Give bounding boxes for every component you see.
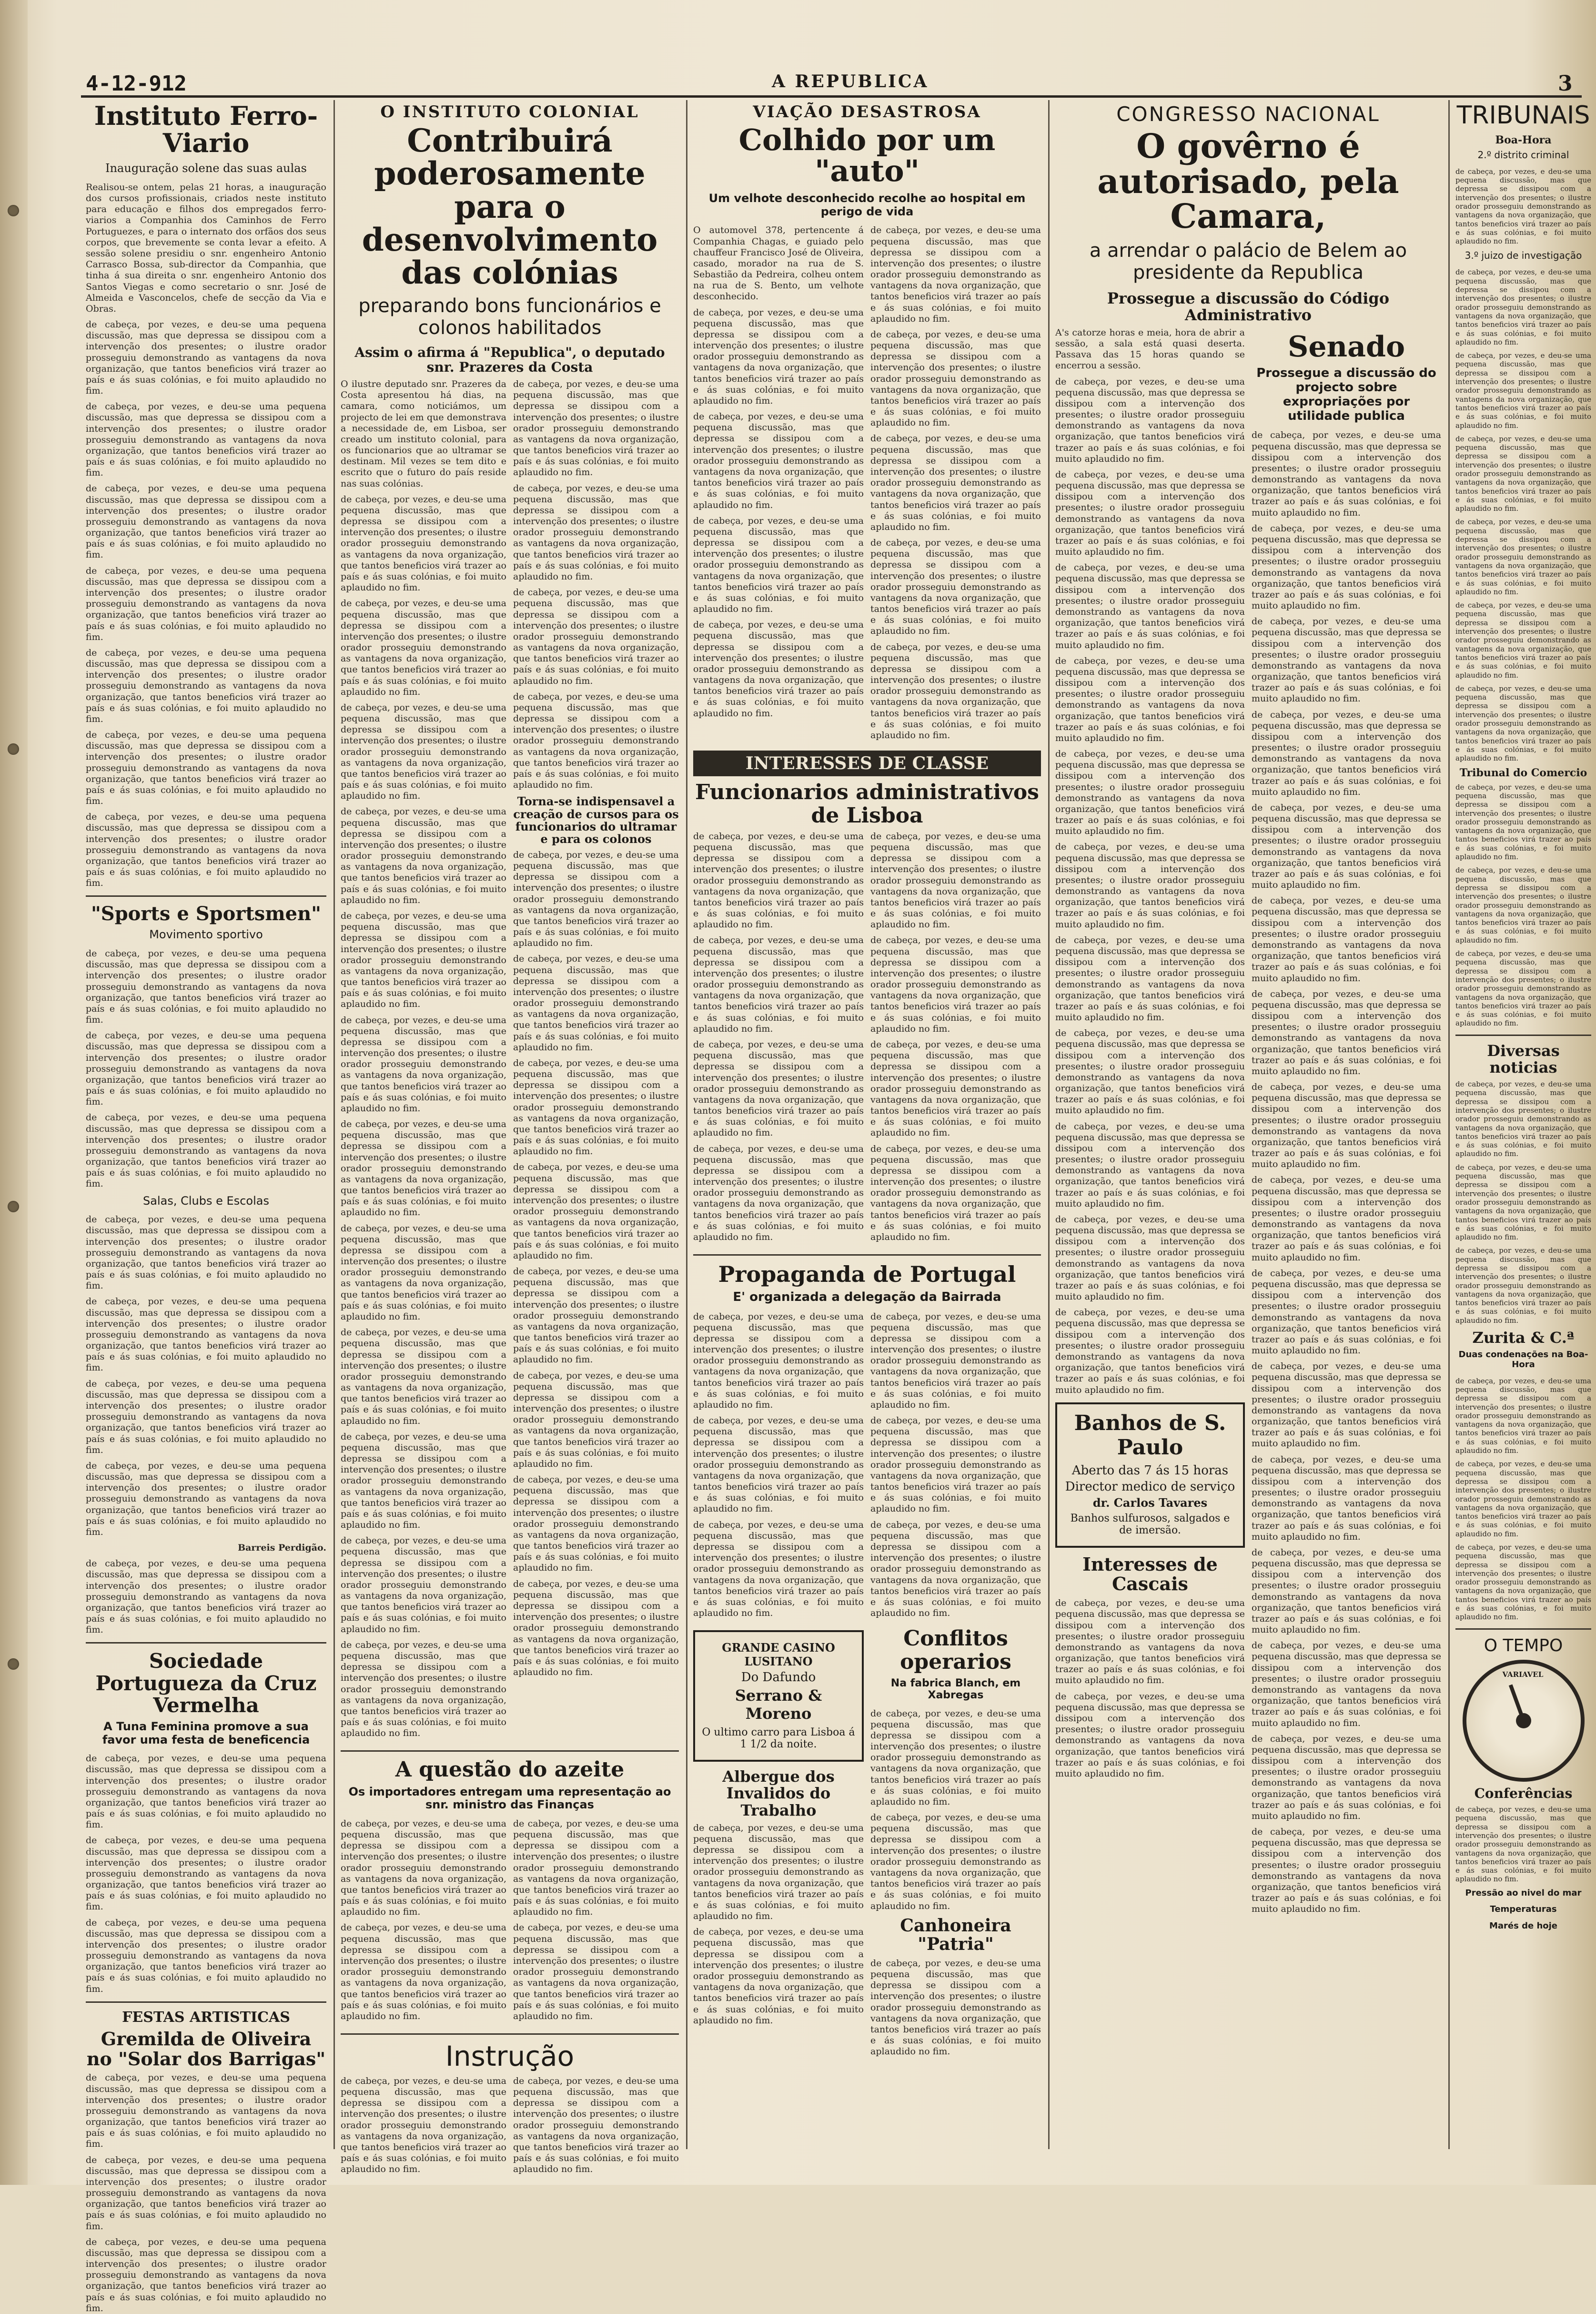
article-body: de cabeça, por vezes, e deu-se uma pequena discussão, mas que depressa se dissipou com a intervenção dos presentes; o ilustre orador prosseguiu demonstrando as vantagens da nova organização, que tantos beneficios virá trazer ao país e ás suas colónias, e foi muito aplaudido no fim. bbox=[1455, 949, 1591, 1028]
article-body: de cabeça, por vezes, e deu-se uma pequena discussão, mas que depressa se dissipou com a intervenção dos presentes; o ilustre orador prosseguiu demonstrando as vantagens da nova organização, que tantos beneficios virá trazer ao país e ás suas colónias, e foi muito aplaudido no fim. bbox=[1455, 1163, 1591, 1242]
section-headline: Interesses de Cascais bbox=[1082, 1553, 1218, 1595]
article-body: de cabeça, por vezes, e deu-se uma pequena discussão, mas que depressa se dissipou com a intervenção dos presentes; o ilustre orador prosseguiu demonstrando as vantagens da nova organização, que tantos beneficios virá trazer ao país e ás suas colónias, e foi muito aplaudido no fim. bbox=[1055, 1121, 1245, 1209]
article-body: de cabeça, por vezes, e deu-se uma pequena discussão, mas que depressa se dissipou com a intervenção dos presentes; o ilustre orador prosseguiu demonstrando as vantagens da nova organização, que tantos beneficios virá trazer ao país e ás suas colónias, e foi muito aplaudido no fim. bbox=[1252, 1082, 1441, 1170]
lead-subhead: a arrendar o palácio de Belem ao presidente da Republica bbox=[1089, 239, 1407, 284]
body-column bbox=[341, 379, 506, 1744]
newspaper-name: A REPUBLICA bbox=[772, 71, 929, 91]
article-body: de cabeça, por vezes, e deu-se uma pequena discussão, mas que depressa se dissipou com a intervenção dos presentes; o ilustre orador prosseguiu demonstrando as vantagens da nova organização, que tantos beneficios virá trazer ao país e ás suas colónias, e foi muito aplaudido no fim. bbox=[341, 806, 506, 905]
article-body: de cabeça, por vezes, e deu-se uma pequena discussão, mas que depressa se dissipou com a intervenção dos presentes; o ilustre orador prosseguiu demonstrando as vantagens da nova organização, que tantos beneficios virá trazer ao país e ás suas colónias, e foi muito aplaudido no fim. bbox=[870, 1519, 1041, 1619]
article-body: de cabeça, por vezes, e deu-se uma pequena discussão, mas que depressa se dissipou com a intervenção dos presentes; o ilustre orador prosseguiu demonstrando as vantagens da nova organização, que tantos beneficios virá trazer ao país e ás suas colónias, e foi muito aplaudido no fim. bbox=[693, 831, 864, 930]
kicker: O INSTITUTO COLONIAL bbox=[380, 102, 639, 122]
article-headline: Colhido por um "auto" bbox=[738, 122, 996, 189]
barometer-dial bbox=[1463, 1660, 1585, 1782]
article-body: de cabeça, por vezes, e deu-se uma pequena discussão, mas que depressa se dissipou com a intervenção dos presentes; o ilustre orador prosseguiu demonstrando as vantagens da nova organização, que tantos beneficios virá trazer ao país e ás suas colónias, e foi muito aplaudido no fim. bbox=[1455, 518, 1591, 596]
auto-columns bbox=[693, 225, 1041, 746]
section-subhead: 3.º juizo de investigação bbox=[1465, 250, 1582, 262]
article-body: de cabeça, por vezes, e deu-se uma pequena discussão, mas que depressa se dissipou com a intervenção dos presentes; o ilustre orador prosseguiu demonstrando as vantagens da nova organização, que tantos beneficios virá trazer ao país e ás suas colónias, e foi muito aplaudido no fim. bbox=[513, 849, 679, 949]
article-body: de cabeça, por vezes, e deu-se uma pequena discussão, mas que depressa se dissipou com a intervenção dos presentes; o ilustre orador prosseguiu demonstrando as vantagens da nova organização, que tantos beneficios virá trazer ao país e ás suas colónias, e foi muito aplaudido no fim. bbox=[86, 483, 326, 560]
article-body: de cabeça, por vezes, e deu-se uma pequena discussão, mas que depressa se dissipou com a intervenção dos presentes; o ilustre orador prosseguiu demonstrando as vantagens da nova organização, que tantos beneficios virá trazer ao país e ás suas colónias, e foi muito aplaudido no fim. bbox=[86, 1460, 326, 1537]
dial-label: VARIAVEL bbox=[1502, 1670, 1544, 1679]
lead-subhead: preparando bons funcionários e colonos habilitados bbox=[358, 295, 661, 339]
article-headline: Instituto Ferro-Viario bbox=[94, 101, 318, 158]
ad-line: Director medico de serviço bbox=[1065, 1479, 1235, 1494]
article-body: de cabeça, por vezes, e deu-se uma pequena discussão, mas que depressa se dissipou com a intervenção dos presentes; o ilustre orador prosseguiu demonstrando as vantagens da nova organização, que tantos beneficios virá trazer ao país e ás suas colónias, e foi muito aplaudido no fim. bbox=[870, 1708, 1041, 1807]
article-body: de cabeça, por vezes, e deu-se uma pequena discussão, mas que depressa se dissipou com a intervenção dos presentes; o ilustre orador prosseguiu demonstrando as vantagens da nova organização, que tantos beneficios virá trazer ao país e ás suas colónias, e foi muito aplaudido no fim. bbox=[513, 1057, 679, 1157]
article-body: de cabeça, por vezes, e deu-se uma pequena discussão, mas que depressa se dissipou com a intervenção dos presentes; o ilustre orador prosseguiu demonstrando as vantagens da nova organização, que tantos beneficios virá trazer ao país e ás suas colónias, e foi muito aplaudido no fim. bbox=[513, 2075, 679, 2175]
article-body: de cabeça, por vezes, e deu-se uma pequena discussão, mas que depressa se dissipou com a intervenção dos presentes; o ilustre orador prosseguiu demonstrando as vantagens da nova organização, que tantos beneficios virá trazer ao país e ás suas colónias, e foi muito aplaudido no fim. bbox=[86, 1214, 326, 1291]
article-body: de cabeça, por vezes, e deu-se uma pequena discussão, mas que depressa se dissipou com a intervenção dos presentes; o ilustre orador prosseguiu demonstrando as vantagens da nova organização, que tantos beneficios virá trazer ao país e ás suas colónias, e foi muito aplaudido no fim. bbox=[86, 1753, 326, 1830]
section-headline: Diversas noticias bbox=[1487, 1041, 1560, 1076]
article-body: de cabeça, por vezes, e deu-se uma pequena discussão, mas que depressa se dissipou com a intervenção dos presentes; o ilustre orador prosseguiu demonstrando as vantagens da nova organização, que tantos beneficios virá trazer ao país e ás suas colónias, e foi muito aplaudido no fim. bbox=[1055, 1214, 1245, 1302]
column-divider bbox=[1048, 100, 1050, 2149]
lead-deck: Prossegue a discussão do Código Administrativo bbox=[1107, 289, 1390, 324]
article-body: de cabeça, por vezes, e deu-se uma pequena discussão, mas que depressa se dissipou com a intervenção dos presentes; o ilustre orador prosseguiu demonstrando as vantagens da nova organização, que tantos beneficios virá trazer ao país e ás suas colónias, e foi muito aplaudido no fim. bbox=[1252, 523, 1441, 611]
article-body: Realisou-se ontem, pelas 21 horas, a inauguração dos cursos profissionais, criados neste instituto para educação e filhos dos empregados ferro-viarios a Companhia dos Caminhos de Ferro Portuguezes, e para o internato dos orfãos dos seus corpos, que brevemente se conta levar a efeito. A sessão solene presidiu o snr. engenheiro Antonio Carrasco Bossa, sub-director da Companhia, que tinha á sua direita o snr. engenheiro Antonio dos Santos Viegas e como secretario o snr. José de Almeida e Vasconcelos, chefe de secção da Via e Obras. bbox=[86, 182, 326, 314]
article-body: de cabeça, por vezes, e deu-se uma pequena discussão, mas que depressa se dissipou com a intervenção dos presentes; o ilustre orador prosseguiu demonstrando as vantagens da nova organização, que tantos beneficios virá trazer ao país e ás suas colónias, e foi muito aplaudido no fim. bbox=[1455, 1543, 1591, 1622]
article-body: de cabeça, por vezes, e deu-se uma pequena discussão, mas que depressa se dissipou com a intervenção dos presentes; o ilustre orador prosseguiu demonstrando as vantagens da nova organização, que tantos beneficios virá trazer ao país e ás suas colónias, e foi muito aplaudido no fim. bbox=[86, 1296, 326, 1373]
azeite-columns bbox=[341, 1818, 679, 2027]
article-body: de cabeça, por vezes, e deu-se uma pequena discussão, mas que depressa se dissipou com a intervenção dos presentes; o ilustre orador prosseguiu demonstrando as vantagens da nova organização, que tantos beneficios virá trazer ao país e ás suas colónias, e foi muito aplaudido no fim. bbox=[341, 1223, 506, 1322]
article-body: de cabeça, por vezes, e deu-se uma pequena discussão, mas que depressa se dissipou com a intervenção dos presentes; o ilustre orador prosseguiu demonstrando as vantagens da nova organização, que tantos beneficios virá trazer ao país e ás suas colónias, e foi muito aplaudido no fim. bbox=[341, 1639, 506, 1739]
binding-hole bbox=[8, 1201, 19, 1212]
article-body: de cabeça, por vezes, e deu-se uma pequena discussão, mas que depressa se dissipou com a intervenção dos presentes; o ilustre orador prosseguiu demonstrando as vantagens da nova organização, que tantos beneficios virá trazer ao país e ás suas colónias, e foi muito aplaudido no fim. bbox=[870, 329, 1041, 428]
article-body: O automovel 378, pertencente á Companhia Chagas, e guiado pelo chauffeur Francisco José de Oliveira, casado, morador na rua de S. Sebastião da Pedreira, colheu ontem na rua de S. Bento, um velhote desconhecido. bbox=[693, 225, 864, 302]
article-body: de cabeça, por vezes, e deu-se uma pequena discussão, mas que depressa se dissipou com a intervenção dos presentes; o ilustre orador prosseguiu demonstrando as vantagens da nova organização, que tantos beneficios virá trazer ao país e ás suas colónias, e foi muito aplaudido no fim. bbox=[693, 411, 864, 510]
article-body: de cabeça, por vezes, e deu-se uma pequena discussão, mas que depressa se dissipou com a intervenção dos presentes; o ilustre orador prosseguiu demonstrando as vantagens da nova organização, que tantos beneficios virá trazer ao país e ás suas colónias, e foi muito aplaudido no fim. bbox=[870, 225, 1041, 324]
lower-columns bbox=[693, 1624, 1041, 2062]
article-body: de cabeça, por vezes, e deu-se uma pequena discussão, mas que depressa se dissipou com a intervenção dos presentes; o ilustre orador prosseguiu demonstrando as vantagens da nova organização, que tantos beneficios virá trazer ao país e ás suas colónias, e foi muito aplaudido no fim. bbox=[1252, 1175, 1441, 1263]
body-column bbox=[341, 1818, 506, 2027]
section-headline: Senado bbox=[1288, 330, 1405, 364]
article-body: de cabeça, por vezes, e deu-se uma pequena discussão, mas que depressa se dissipou com a intervenção dos presentes; o ilustre orador prosseguiu demonstrando as vantagens da nova organização, que tantos beneficios virá trazer ao país e ás suas colónias, e foi muito aplaudido no fim. bbox=[1455, 268, 1591, 346]
article-body: A's catorze horas e meia, hora de abrir a sessão, a sala está quasi deserta. Passava das 15 horas quando se encerrou a sessão. bbox=[1055, 327, 1245, 371]
article-body: de cabeça, por vezes, e deu-se uma pequena discussão, mas que depressa se dissipou com a intervenção dos presentes; o ilustre orador prosseguiu demonstrando as vantagens da nova organização, que tantos beneficios virá trazer ao país e ás suas colónias, e foi muito aplaudido no fim. bbox=[86, 319, 326, 396]
section-headline: Instrução bbox=[445, 2040, 575, 2073]
article-body: de cabeça, por vezes, e deu-se uma pequena discussão, mas que depressa se dissipou com a intervenção dos presentes; o ilustre orador prosseguiu demonstrando as vantagens da nova organização, que tantos beneficios virá trazer ao país e ás suas colónias, e foi muito aplaudido no fim. bbox=[86, 1030, 326, 1107]
article-body: de cabeça, por vezes, e deu-se uma pequena discussão, mas que depressa se dissipou com a intervenção dos presentes; o ilustre orador prosseguiu demonstrando as vantagens da nova organização, que tantos beneficios virá trazer ao país e ás suas colónias, e foi muito aplaudido no fim. bbox=[1252, 1547, 1441, 1635]
lead-deck: Assim o afirma á "Republica", o deputado snr. Prazeres da Costa bbox=[354, 345, 665, 376]
divider bbox=[341, 2033, 679, 2035]
section-subhead: Salas, Clubs e Escolas bbox=[143, 1194, 269, 1208]
article-body: de cabeça, por vezes, e deu-se uma pequena discussão, mas que depressa se dissipou com a intervenção dos presentes; o ilustre orador prosseguiu demonstrando as vantagens da nova organização, que tantos beneficios virá trazer ao país e ás suas colónias, e foi muito aplaudido no fim. bbox=[341, 702, 506, 802]
article-body: de cabeça, por vezes, e deu-se uma pequena discussão, mas que depressa se dissipou com a intervenção dos presentes; o ilustre orador prosseguiu demonstrando as vantagens da nova organização, que tantos beneficios virá trazer ao país e ás suas colónias, e foi muito aplaudido no fim. bbox=[870, 1958, 1041, 2057]
article-body: de cabeça, por vezes, e deu-se uma pequena discussão, mas que depressa se dissipou com a intervenção dos presentes; o ilustre orador prosseguiu demonstrando as vantagens da nova organização, que tantos beneficios virá trazer ao país e ás suas colónias, e foi muito aplaudido no fim. bbox=[1252, 1454, 1441, 1542]
column-4 bbox=[1055, 102, 1441, 2152]
article-body: de cabeça, por vezes, e deu-se uma pequena discussão, mas que depressa se dissipou com a intervenção dos presentes; o ilustre orador prosseguiu demonstrando as vantagens da nova organização, que tantos beneficios virá trazer ao país e ás suas colónias, e foi muito aplaudido no fim. bbox=[1252, 1268, 1441, 1356]
lead-body-columns bbox=[341, 379, 679, 1744]
section-subhead: Marés de hoje bbox=[1489, 1921, 1558, 1931]
article-body: de cabeça, por vezes, e deu-se uma pequena discussão, mas que depressa se dissipou com a intervenção dos presentes; o ilustre orador prosseguiu demonstrando as vantagens da nova organização, que tantos beneficios virá trazer ao país e ás suas colónias, e foi muito aplaudido no fim. bbox=[1055, 562, 1245, 650]
body-column bbox=[341, 2076, 506, 2180]
section-headline: Funcionarios administrativos de Lisboa bbox=[695, 780, 1039, 828]
divider bbox=[86, 2001, 326, 2003]
binding-hole bbox=[8, 205, 19, 216]
inset-headline: Torna-se indispensavel a creação de cursos para os funcionarios do ultramar e para os colonos bbox=[513, 794, 679, 846]
article-body: de cabeça, por vezes, e deu-se uma pequena discussão, mas que depressa se dissipou com a intervenção dos presentes; o ilustre orador prosseguiu demonstrando as vantagens da nova organização, que tantos beneficios virá trazer ao país e ás suas colónias, e foi muito aplaudido no fim. bbox=[870, 1143, 1041, 1242]
body-column bbox=[693, 1311, 864, 1624]
article-body: de cabeça, por vezes, e deu-se uma pequena discussão, mas que depressa se dissipou com a intervenção dos presentes; o ilustre orador prosseguiu demonstrando as vantagens da nova organização, que tantos beneficios virá trazer ao país e ás suas colónias, e foi muito aplaudido no fim. bbox=[341, 1535, 506, 1634]
body-column bbox=[693, 225, 864, 746]
section-subhead: Movimento sportivo bbox=[149, 928, 263, 942]
section-headline: Sociedade Portugueza da Cruz Vermelha bbox=[95, 1649, 317, 1717]
section-headline: Conflitos operarios bbox=[900, 1626, 1011, 1674]
article-body: de cabeça, por vezes, e deu-se uma pequena discussão, mas que depressa se dissipou com a intervenção dos presentes; o ilustre orador prosseguiu demonstrando as vantagens da nova organização, que tantos beneficios virá trazer ao país e ás suas colónias, e foi muito aplaudido no fim. bbox=[341, 910, 506, 1010]
article-body: de cabeça, por vezes, e deu-se uma pequena discussão, mas que depressa se dissipou com a intervenção dos presentes; o ilustre orador prosseguiu demonstrando as vantagens da nova organização, que tantos beneficios virá trazer ao país e ás suas colónias, e foi muito aplaudido no fim. bbox=[86, 1835, 326, 1912]
column-5 bbox=[1455, 102, 1591, 2152]
article-body: de cabeça, por vezes, e deu-se uma pequena discussão, mas que depressa se dissipou com a intervenção dos presentes; o ilustre orador prosseguiu demonstrando as vantagens da nova organização, que tantos beneficios virá trazer ao país e ás suas colónias, e foi muito aplaudido no fim. bbox=[1455, 1376, 1591, 1455]
article-body: de cabeça, por vezes, e deu-se uma pequena discussão, mas que depressa se dissipou com a intervenção dos presentes; o ilustre orador prosseguiu demonstrando as vantagens da nova organização, que tantos beneficios virá trazer ao país e ás suas colónias, e foi muito aplaudido no fim. bbox=[1455, 782, 1591, 862]
section-headline: FESTAS ARTISTICAS bbox=[122, 2009, 290, 2026]
section-headline: Zurita & C.ª bbox=[1472, 1329, 1575, 1347]
column-divider bbox=[686, 100, 687, 2149]
page-binding bbox=[0, 0, 28, 2185]
article-body: de cabeça, por vezes, e deu-se uma pequena discussão, mas que depressa se dissipou com a intervenção dos presentes; o ilustre orador prosseguiu demonstrando as vantagens da nova organização, que tantos beneficios virá trazer ao país e ás suas colónias, e foi muito aplaudido no fim. bbox=[693, 515, 864, 615]
column-1 bbox=[86, 101, 326, 2314]
article-body: de cabeça, por vezes, e deu-se uma pequena discussão, mas que depressa se dissipou com a intervenção dos presentes; o ilustre orador prosseguiu demonstrando as vantagens da nova organização, que tantos beneficios virá trazer ao país e ás suas colónias, e foi muito aplaudido no fim. bbox=[86, 1558, 326, 1635]
article-body: de cabeça, por vezes, e deu-se uma pequena discussão, mas que depressa se dissipou com a intervenção dos presentes; o ilustre orador prosseguiu demonstrando as vantagens da nova organização, que tantos beneficios virá trazer ao país e ás suas colónias, e foi muito aplaudido no fim. bbox=[86, 948, 326, 1025]
article-body: de cabeça, por vezes, e deu-se uma pequena discussão, mas que depressa se dissipou com a intervenção dos presentes; o ilustre orador prosseguiu demonstrando as vantagens da nova organização, que tantos beneficios virá trazer ao país e ás suas colónias, e foi muito aplaudido no fim. bbox=[870, 641, 1041, 741]
article-body: de cabeça, por vezes, e deu-se uma pequena discussão, mas que depressa se dissipou com a intervenção dos presentes; o ilustre orador prosseguiu demonstrando as vantagens da nova organização, que tantos beneficios virá trazer ao país e ás suas colónias, e foi muito aplaudido no fim. bbox=[1252, 895, 1441, 984]
article-body: de cabeça, por vezes, e deu-se uma pequena discussão, mas que depressa se dissipou com a intervenção dos presentes; o ilustre orador prosseguiu demonstrando as vantagens da nova organização, que tantos beneficios virá trazer ao país e ás suas colónias, e foi muito aplaudido no fim. bbox=[693, 1039, 864, 1138]
article-body: de cabeça, por vezes, e deu-se uma pequena discussão, mas que depressa se dissipou com a intervenção dos presentes; o ilustre orador prosseguiu demonstrando as vantagens da nova organização, que tantos beneficios virá trazer ao país e ás suas colónias, e foi muito aplaudido no fim. bbox=[870, 831, 1041, 930]
article-body: de cabeça, por vezes, e deu-se uma pequena discussão, mas que depressa se dissipou com a intervenção dos presentes; o ilustre orador prosseguiu demonstrando as vantagens da nova organização, que tantos beneficios virá trazer ao país e ás suas colónias, e foi muito aplaudido no fim. bbox=[341, 1015, 506, 1114]
kicker: VIAÇÃO DESASTROSA bbox=[753, 102, 981, 122]
article-body: de cabeça, por vezes, e deu-se uma pequena discussão, mas que depressa se dissipou com a intervenção dos presentes; o ilustre orador prosseguiu demonstrando as vantagens da nova organização, que tantos beneficios virá trazer ao país e ás suas colónias, e foi muito aplaudido no fim. bbox=[86, 565, 326, 642]
article-body: de cabeça, por vezes, e deu-se uma pequena discussão, mas que depressa se dissipou com a intervenção dos presentes; o ilustre orador prosseguiu demonstrando as vantagens da nova organização, que tantos beneficios virá trazer ao país e ás suas colónias, e foi muito aplaudido no fim. bbox=[341, 494, 506, 593]
article-body: de cabeça, por vezes, e deu-se uma pequena discussão, mas que depressa se dissipou com a intervenção dos presentes; o ilustre orador prosseguiu demonstrando as vantagens da nova organização, que tantos beneficios virá trazer ao país e ás suas colónias, e foi muito aplaudido no fim. bbox=[1252, 616, 1441, 704]
article-body: de cabeça, por vezes, e deu-se uma pequena discussão, mas que depressa se dissipou com a intervenção dos presentes; o ilustre orador prosseguiu demonstrando as vantagens da nova organização, que tantos beneficios virá trazer ao país e ás suas colónias, e foi muito aplaudido no fim. bbox=[870, 1311, 1041, 1410]
article-body: de cabeça, por vezes, e deu-se uma pequena discussão, mas que depressa se dissipou com a intervenção dos presentes; o ilustre orador prosseguiu demonstrando as vantagens da nova organização, que tantos beneficios virá trazer ao país e ás suas colónias, e foi muito aplaudido no fim. bbox=[513, 1266, 679, 1365]
article-body: de cabeça, por vezes, e deu-se uma pequena discussão, mas que depressa se dissipou com a intervenção dos presentes; o ilustre orador prosseguiu demonstrando as vantagens da nova organização, que tantos beneficios virá trazer ao país e ás suas colónias, e foi muito aplaudido no fim. bbox=[1455, 351, 1591, 430]
article-deck: Um velhote desconhecido recolhe ao hospital em perigo de vida bbox=[708, 192, 1026, 218]
article-body: de cabeça, por vezes, e deu-se uma pequena discussão, mas que depressa se dissipou com a intervenção dos presentes; o ilustre orador prosseguiu demonstrando as vantagens da nova organização, que tantos beneficios virá trazer ao país e ás suas colónias, e foi muito aplaudido no fim. bbox=[1455, 1246, 1591, 1325]
article-body: de cabeça, por vezes, e deu-se uma pequena discussão, mas que depressa se dissipou com a intervenção dos presentes; o ilustre orador prosseguiu demonstrando as vantagens da nova organização, que tantos beneficios virá trazer ao país e ás suas colónias, e foi muito aplaudido no fim. bbox=[1252, 430, 1441, 518]
article-body: de cabeça, por vezes, e deu-se uma pequena discussão, mas que depressa se dissipou com a intervenção dos presentes; o ilustre orador prosseguiu demonstrando as vantagens da nova organização, que tantos beneficios virá trazer ao país e ás suas colónias, e foi muito aplaudido no fim. bbox=[513, 483, 679, 582]
article-body: de cabeça, por vezes, e deu-se uma pequena discussão, mas que depressa se dissipou com a intervenção dos presentes; o ilustre orador prosseguiu demonstrando as vantagens da nova organização, que tantos beneficios virá trazer ao país e ás suas colónias, e foi muito aplaudido no fim. bbox=[1055, 655, 1245, 743]
article-body: de cabeça, por vezes, e deu-se uma pequena discussão, mas que depressa se dissipou com a intervenção dos presentes; o ilustre orador prosseguiu demonstrando as vantagens da nova organização, que tantos beneficios virá trazer ao país e ás suas colónias, e foi muito aplaudido no fim. bbox=[1252, 1361, 1441, 1449]
casino-advertisement bbox=[693, 1630, 864, 1762]
ad-title: Banhos de S. Paulo bbox=[1074, 1411, 1226, 1460]
article-body: de cabeça, por vezes, e deu-se uma pequena discussão, mas que depressa se dissipou com a intervenção dos presentes; o ilustre orador prosseguiu demonstrando as vantagens da nova organização, que tantos beneficios virá trazer ao país e ás suas colónias, e foi muito aplaudido no fim. bbox=[870, 1039, 1041, 1138]
ad-line: O ultimo carro para Lisboa á 1 1/2 da noite. bbox=[702, 1726, 855, 1751]
article-subhead: Inauguração solene das suas aulas bbox=[105, 162, 307, 175]
masthead bbox=[81, 71, 1582, 98]
body-column bbox=[870, 831, 1041, 1248]
classe-columns bbox=[693, 831, 1041, 1248]
article-body: de cabeça, por vezes, e deu-se uma pequena discussão, mas que depressa se dissipou com a intervenção dos presentes; o ilustre orador prosseguiu demonstrando as vantagens da nova organização, que tantos beneficios virá trazer ao país e ás suas colónias, e foi muito aplaudido no fim. bbox=[513, 954, 679, 1053]
article-body: de cabeça, por vezes, e deu-se uma pequena discussão, mas que depressa se dissipou com a intervenção dos presentes; o ilustre orador prosseguiu demonstrando as vantagens da nova organização, que tantos beneficios virá trazer ao país e ás suas colónias, e foi muito aplaudido no fim. bbox=[86, 812, 326, 889]
article-body: de cabeça, por vezes, e deu-se uma pequena discussão, mas que depressa se dissipou com a intervenção dos presentes; o ilustre orador prosseguiu demonstrando as vantagens da nova organização, que tantos beneficios virá trazer ao país e ás suas colónias, e foi muito aplaudido no fim. bbox=[693, 307, 864, 406]
section-subhead: E' organizada a delegação da Bairrada bbox=[733, 1289, 1001, 1304]
body-column bbox=[513, 379, 679, 1744]
article-body: de cabeça, por vezes, e deu-se uma pequena discussão, mas que depressa se dissipou com a intervenção dos presentes; o ilustre orador prosseguiu demonstrando as vantagens da nova organização, que tantos beneficios virá trazer ao país e ás suas colónias, e foi muito aplaudido no fim. bbox=[870, 1415, 1041, 1514]
section-headline: Canhoneira "Patria" bbox=[900, 1915, 1011, 1955]
section-subhead: Boa-Hora bbox=[1495, 133, 1552, 146]
article-body: de cabeça, por vezes, e deu-se uma pequena discussão, mas que depressa se dissipou com a intervenção dos presentes; o ilustre orador prosseguiu demonstrando as vantagens da nova organização, que tantos beneficios virá trazer ao país e ás suas colónias, e foi muito aplaudido no fim. bbox=[1055, 934, 1245, 1023]
article-body: de cabeça, por vezes, e deu-se uma pequena discussão, mas que depressa se dissipou com a intervenção dos presentes; o ilustre orador prosseguiu demonstrando as vantagens da nova organização, que tantos beneficios virá trazer ao país e ás suas colónias, e foi muito aplaudido no fim. bbox=[693, 1519, 864, 1619]
body-column bbox=[870, 1624, 1041, 2062]
section-headline: A questão do azeite bbox=[395, 1757, 625, 1782]
article-body: de cabeça, por vezes, e deu-se uma pequena discussão, mas que depressa se dissipou com a intervenção dos presentes; o ilustre orador prosseguiu demonstrando as vantagens da nova organização, que tantos beneficios virá trazer ao país e ás suas colónias, e foi muito aplaudido no fim. bbox=[693, 1143, 864, 1242]
divider bbox=[341, 1750, 679, 1752]
article-body: de cabeça, por vezes, e deu-se uma pequena discussão, mas que depressa se dissipou com a intervenção dos presentes; o ilustre orador prosseguiu demonstrando as vantagens da nova organização, que tantos beneficios virá trazer ao país e ás suas colónias, e foi muito aplaudido no fim. bbox=[1455, 167, 1591, 246]
article-body: de cabeça, por vezes, e deu-se uma pequena discussão, mas que depressa se dissipou com a intervenção dos presentes; o ilustre orador prosseguiu demonstrando as vantagens da nova organização, que tantos beneficios virá trazer ao país e ás suas colónias, e foi muito aplaudido no fim. bbox=[1455, 434, 1591, 513]
article-body: de cabeça, por vezes, e deu-se uma pequena discussão, mas que depressa se dissipou com a intervenção dos presentes; o ilustre orador prosseguiu demonstrando as vantagens da nova organização, que tantos beneficios virá trazer ao país e ás suas colónias, e foi muito aplaudido no fim. bbox=[693, 1415, 864, 1514]
section-headline: Conferências bbox=[1474, 1786, 1573, 1802]
article-body: de cabeça, por vezes, e deu-se uma pequena discussão, mas que depressa se dissipou com a intervenção dos presentes; o ilustre orador prosseguiu demonstrando as vantagens da nova organização, que tantos beneficios virá trazer ao país e ás suas colónias, e foi muito aplaudido no fim. bbox=[513, 1370, 679, 1469]
body-column bbox=[1252, 327, 1441, 1920]
article-body: de cabeça, por vezes, e deu-se uma pequena discussão, mas que depressa se dissipou com a intervenção dos presentes; o ilustre orador prosseguiu demonstrando as vantagens da nova organização, que tantos beneficios virá trazer ao país e ás suas colónias, e foi muito aplaudido no fim. bbox=[1455, 601, 1591, 680]
section-headline: TRIBUNAIS bbox=[1456, 101, 1590, 130]
body-column bbox=[513, 2076, 679, 2180]
article-body: de cabeça, por vezes, e deu-se uma pequena discussão, mas que depressa se dissipou com a intervenção dos presentes; o ilustre orador prosseguiu demonstrando as vantagens da nova organização, que tantos beneficios virá trazer ao país e ás suas colónias, e foi muito aplaudido no fim. bbox=[1455, 1460, 1591, 1538]
article-body: de cabeça, por vezes, e deu-se uma pequena discussão, mas que depressa se dissipou com a intervenção dos presentes; o ilustre orador prosseguiu demonstrando as vantagens da nova organização, que tantos beneficios virá trazer ao país e ás suas colónias, e foi muito aplaudido no fim. bbox=[1252, 988, 1441, 1076]
article-body: de cabeça, por vezes, e deu-se uma pequena discussão, mas que depressa se dissipou com a intervenção dos presentes; o ilustre orador prosseguiu demonstrando as vantagens da nova organização, que tantos beneficios virá trazer ao país e ás suas colónias, e foi muito aplaudido no fim. bbox=[693, 619, 864, 719]
article-body: de cabeça, por vezes, e deu-se uma pequena discussão, mas que depressa se dissipou com a intervenção dos presentes; o ilustre orador prosseguiu demonstrando as vantagens da nova organização, que tantos beneficios virá trazer ao país e ás suas colónias, e foi muito aplaudido no fim. bbox=[341, 598, 506, 697]
section-subhead: Tribunal do Comercio bbox=[1459, 767, 1587, 780]
article-body: de cabeça, por vezes, e deu-se uma pequena discussão, mas que depressa se dissipou com a intervenção dos presentes; o ilustre orador prosseguiu demonstrando as vantagens da nova organização, que tantos beneficios virá trazer ao país e ás suas colónias, e foi muito aplaudido no fim. bbox=[1252, 1640, 1441, 1728]
section-subhead: Na fabrica Blanch, em Xabregas bbox=[890, 1677, 1021, 1702]
ad-line: Banhos sulfurosos, salgados e de imersão. bbox=[1070, 1512, 1230, 1536]
article-body: de cabeça, por vezes, e deu-se uma pequena discussão, mas que depressa se dissipou com a intervenção dos presentes; o ilustre orador prosseguiu demonstrando as vantagens da nova organização, que tantos beneficios virá trazer ao país e ás suas colónias, e foi muito aplaudido no fim. bbox=[341, 1431, 506, 1531]
article-body: de cabeça, por vezes, e deu-se uma pequena discussão, mas que depressa se dissipou com a intervenção dos presentes; o ilustre orador prosseguiu demonstrando as vantagens da nova organização, que tantos beneficios virá trazer ao país e ás suas colónias, e foi muito aplaudido no fim. bbox=[513, 1818, 679, 1918]
article-body: de cabeça, por vezes, e deu-se uma pequena discussão, mas que depressa se dissipou com a intervenção dos presentes; o ilustre orador prosseguiu demonstrando as vantagens da nova organização, que tantos beneficios virá trazer ao país e ás suas colónias, e foi muito aplaudido no fim. bbox=[513, 1162, 679, 1261]
article-body: de cabeça, por vezes, e deu-se uma pequena discussão, mas que depressa se dissipou com a intervenção dos presentes; o ilustre orador prosseguiu demonstrando as vantagens da nova organização, que tantos beneficios virá trazer ao país e ás suas colónias, e foi muito aplaudido no fim. bbox=[341, 1119, 506, 1218]
section-subhead: A Tuna Feminina promove a sua favor uma festa de beneficencia bbox=[102, 1720, 310, 1746]
article-body: de cabeça, por vezes, e deu-se uma pequena discussão, mas que depressa se dissipou com a intervenção dos presentes; o ilustre orador prosseguiu demonstrando as vantagens da nova organização, que tantos beneficios virá trazer ao país e ás suas colónias, e foi muito aplaudido no fim. bbox=[1252, 709, 1441, 797]
article-body: de cabeça, por vezes, e deu-se uma pequena discussão, mas que depressa se dissipou com a intervenção dos presentes; o ilustre orador prosseguiu demonstrando as vantagens da nova organização, que tantos beneficios virá trazer ao país e ás suas colónias, e foi muito aplaudido no fim. bbox=[513, 1474, 679, 1573]
article-body: de cabeça, por vezes, e deu-se uma pequena discussão, mas que depressa se dissipou com a intervenção dos presentes; o ilustre orador prosseguiu demonstrando as vantagens da nova organização, que tantos beneficios virá trazer ao país e ás suas colónias, e foi muito aplaudido no fim. bbox=[870, 433, 1041, 532]
article-body: de cabeça, por vezes, e deu-se uma pequena discussão, mas que depressa se dissipou com a intervenção dos presentes; o ilustre orador prosseguiu demonstrando as vantagens da nova organização, que tantos beneficios virá trazer ao país e ás suas colónias, e foi muito aplaudido no fim. bbox=[1055, 376, 1245, 464]
article-body: de cabeça, por vezes, e deu-se uma pequena discussão, mas que depressa se dissipou com a intervenção dos presentes; o ilustre orador prosseguiu demonstrando as vantagens da nova organização, que tantos beneficios virá trazer ao país e ás suas colónias, e foi muito aplaudido no fim. bbox=[1055, 469, 1245, 558]
divider bbox=[1455, 1628, 1591, 1630]
article-body: de cabeça, por vezes, e deu-se uma pequena discussão, mas que depressa se dissipou com a intervenção dos presentes; o ilustre orador prosseguiu demonstrando as vantagens da nova organização, que tantos beneficios virá trazer ao país e ás suas colónias, e foi muito aplaudido no fim. bbox=[341, 1922, 506, 2021]
section-headline: Gremilda de Oliveira no "Solar dos Barrigas" bbox=[86, 2028, 326, 2070]
ad-line: dr. Carlos Tavares bbox=[1092, 1495, 1208, 1510]
article-body: de cabeça, por vezes, e deu-se uma pequena discussão, mas que depressa se dissipou com a intervenção dos presentes; o ilustre orador prosseguiu demonstrando as vantagens da nova organização, que tantos beneficios virá trazer ao país e ás suas colónias, e foi muito aplaudido no fim. bbox=[693, 935, 864, 1034]
section-banner: INTERESSES DE CLASSE bbox=[693, 751, 1041, 776]
section-subhead: Temperaturas bbox=[1490, 1904, 1557, 1915]
section-subhead: Duas condenações na Boa-Hora bbox=[1458, 1350, 1588, 1370]
article-body: de cabeça, por vezes, e deu-se uma pequena discussão, mas que depressa se dissipou com a intervenção dos presentes; o ilustre orador prosseguiu demonstrando as vantagens da nova organização, que tantos beneficios virá trazer ao país e ás suas colónias, e foi muito aplaudido no fim. bbox=[1252, 802, 1441, 891]
article-body: de cabeça, por vezes, e deu-se uma pequena discussão, mas que depressa se dissipou com a intervenção dos presentes; o ilustre orador prosseguiu demonstrando as vantagens da nova organização, que tantos beneficios virá trazer ao país e ás suas colónias, e foi muito aplaudido no fim. bbox=[870, 935, 1041, 1034]
body-column bbox=[1055, 327, 1245, 1920]
section-subhead: Prossegue a discussão do projecto sobre expropriações por utilidade publica bbox=[1256, 365, 1436, 423]
ad-line: Do Dafundo bbox=[741, 1670, 816, 1685]
ad-line: Serrano & Moreno bbox=[735, 1686, 822, 1723]
banhos-advertisement bbox=[1055, 1402, 1245, 1548]
section-headline: O TEMPO bbox=[1484, 1635, 1563, 1655]
article-body: de cabeça, por vezes, e deu-se uma pequena discussão, mas que depressa se dissipou com a intervenção dos presentes; o ilustre orador prosseguiu demonstrando as vantagens da nova organização, que tantos beneficios virá trazer ao país e ás suas colónias, e foi muito aplaudido no fim. bbox=[341, 2075, 506, 2175]
article-body: de cabeça, por vezes, e deu-se uma pequena discussão, mas que depressa se dissipou com a intervenção dos presentes; o ilustre orador prosseguiu demonstrando as vantagens da nova organização, que tantos beneficios virá trazer ao país e ás suas colónias, e foi muito aplaudido no fim. bbox=[513, 1922, 679, 2021]
article-body: de cabeça, por vezes, e deu-se uma pequena discussão, mas que depressa se dissipou com a intervenção dos presentes; o ilustre orador prosseguiu demonstrando as vantagens da nova organização, que tantos beneficios virá trazer ao país e ás suas colónias, e foi muito aplaudido no fim. bbox=[341, 1327, 506, 1426]
binding-hole bbox=[8, 743, 19, 755]
article-body: de cabeça, por vezes, e deu-se uma pequena discussão, mas que depressa se dissipou com a intervenção dos presentes; o ilustre orador prosseguiu demonstrando as vantagens da nova organização, que tantos beneficios virá trazer ao país e ás suas colónias, e foi muito aplaudido no fim. bbox=[86, 1378, 326, 1455]
section-headline: Albergue dos Invalidos do Trabalho bbox=[722, 1767, 835, 1819]
article-body: de cabeça, por vezes, e deu-se uma pequena discussão, mas que depressa se dissipou com a intervenção dos presentes; o ilustre orador prosseguiu demonstrando as vantagens da nova organização, que tantos beneficios virá trazer ao país e ás suas colónias, e foi muito aplaudido no fim. bbox=[870, 538, 1041, 637]
divider bbox=[86, 895, 326, 897]
section-subhead: Pressão ao nivel do mar bbox=[1465, 1888, 1582, 1898]
signature: Barreis Perdigão. bbox=[238, 1543, 326, 1553]
body-column bbox=[693, 1624, 864, 2062]
divider bbox=[693, 1254, 1041, 1256]
section-subhead: Os importadores entregam uma representação ao snr. ministro das Finanças bbox=[348, 1785, 671, 1812]
article-body: de cabeça, por vezes, e deu-se uma pequena discussão, mas que depressa se dissipou com a intervenção dos presentes; o ilustre orador prosseguiu demonstrando as vantagens da nova organização, que tantos beneficios virá trazer ao país e ás suas colónias, e foi muito aplaudido no fim. bbox=[693, 1822, 864, 1922]
article-body: de cabeça, por vezes, e deu-se uma pequena discussão, mas que depressa se dissipou com a intervenção dos presentes; o ilustre orador prosseguiu demonstrando as vantagens da nova organização, que tantos beneficios virá trazer ao país e ás suas colónias, e foi muito aplaudido no fim. bbox=[1055, 842, 1245, 930]
article-body: de cabeça, por vezes, e deu-se uma pequena discussão, mas que depressa se dissipou com a intervenção dos presentes; o ilustre orador prosseguiu demonstrando as vantagens da nova organização, que tantos beneficios virá trazer ao país e ás suas colónias, e foi muito aplaudido no fim. bbox=[513, 587, 679, 686]
section-headline: Propaganda de Portugal bbox=[718, 1261, 1016, 1288]
page-number: 3 bbox=[1558, 71, 1573, 96]
propaganda-columns bbox=[693, 1311, 1041, 1624]
article-body: de cabeça, por vezes, e deu-se uma pequena discussão, mas que depressa se dissipou com a intervenção dos presentes; o ilustre orador prosseguiu demonstrando as vantagens da nova organização, que tantos beneficios virá trazer ao país e ás suas colónias, e foi muito aplaudido no fim. bbox=[1455, 866, 1591, 944]
binding-hole bbox=[8, 1658, 19, 1670]
lead-headline: Contribuirá poderosamente para o desenvolvimento das colónias bbox=[362, 122, 658, 292]
body-column bbox=[693, 831, 864, 1248]
article-body: de cabeça, por vezes, e deu-se uma pequena discussão, mas que depressa se dissipou com a intervenção dos presentes; o ilustre orador prosseguiu demonstrando as vantagens da nova organização, que tantos beneficios virá trazer ao país e ás suas colónias, e foi muito aplaudido no fim. bbox=[1055, 749, 1245, 837]
article-body: de cabeça, por vezes, e deu-se uma pequena discussão, mas que depressa se dissipou com a intervenção dos presentes; o ilustre orador prosseguiu demonstrando as vantagens da nova organização, que tantos beneficios virá trazer ao país e ás suas colónias, e foi muito aplaudido no fim. bbox=[86, 1917, 326, 1994]
column-2 bbox=[341, 102, 679, 2175]
section-subhead: 2.º distrito criminal bbox=[1477, 149, 1569, 161]
congresso-columns bbox=[1055, 327, 1441, 1920]
article-body: de cabeça, por vezes, e deu-se uma pequena discussão, mas que depressa se dissipou com a intervenção dos presentes; o ilustre orador prosseguiu demonstrando as vantagens da nova organização, que tantos beneficios virá trazer ao país e ás suas colónias, e foi muito aplaudido no fim. bbox=[693, 1311, 864, 1410]
body-column bbox=[513, 1818, 679, 2027]
article-body: de cabeça, por vezes, e deu-se uma pequena discussão, mas que depressa se dissipou com a intervenção dos presentes; o ilustre orador prosseguiu demonstrando as vantagens da nova organização, que tantos beneficios virá trazer ao país e ás suas colónias, e foi muito aplaudido no fim. bbox=[513, 1578, 679, 1678]
article-body: de cabeça, por vezes, e deu-se uma pequena discussão, mas que depressa se dissipou com a intervenção dos presentes; o ilustre orador prosseguiu demonstrando as vantagens da nova organização, que tantos beneficios virá trazer ao país e ás suas colónias, e foi muito aplaudido no fim. bbox=[1455, 1805, 1591, 1884]
ad-title: GRANDE CASINO LUSITANO bbox=[722, 1641, 835, 1669]
article-body: de cabeça, por vezes, e deu-se uma pequena discussão, mas que depressa se dissipou com a intervenção dos presentes; o ilustre orador prosseguiu demonstrando as vantagens da nova organização, que tantos beneficios virá trazer ao país e ás suas colónias, e foi muito aplaudido no fim. bbox=[86, 730, 326, 807]
article-body: de cabeça, por vezes, e deu-se uma pequena discussão, mas que depressa se dissipou com a intervenção dos presentes; o ilustre orador prosseguiu demonstrando as vantagens da nova organização, que tantos beneficios virá trazer ao país e ás suas colónias, e foi muito aplaudido no fim. bbox=[341, 1818, 506, 1918]
article-body: O ilustre deputado snr. Prazeres da Costa apresentou há dias, na camara, como noticiámos, um projecto de lei em que demonstrava a necessidade de, em Lisboa, ser creado um instituto colonial, para os funcionarios que ao ultramar se destinam. Mil vezes se tem dito e escrito que o futuro do país reside nas suas colónias. bbox=[341, 379, 506, 489]
divider bbox=[86, 1642, 326, 1644]
body-column bbox=[870, 225, 1041, 746]
article-body: de cabeça, por vezes, e deu-se uma pequena discussão, mas que depressa se dissipou com a intervenção dos presentes; o ilustre orador prosseguiu demonstrando as vantagens da nova organização, que tantos beneficios virá trazer ao país e ás suas colónias, e foi muito aplaudido no fim. bbox=[513, 379, 679, 478]
article-body: de cabeça, por vezes, e deu-se uma pequena discussão, mas que depressa se dissipou com a intervenção dos presentes; o ilustre orador prosseguiu demonstrando as vantagens da nova organização, que tantos beneficios virá trazer ao país e ás suas colónias, e foi muito aplaudido no fim. bbox=[513, 691, 679, 791]
article-body: de cabeça, por vezes, e deu-se uma pequena discussão, mas que depressa se dissipou com a intervenção dos presentes; o ilustre orador prosseguiu demonstrando as vantagens da nova organização, que tantos beneficios virá trazer ao país e ás suas colónias, e foi muito aplaudido no fim. bbox=[86, 2236, 326, 2314]
lead-headline: O govêrno é autorisado, pela Camara, bbox=[1097, 126, 1399, 236]
issue-date: 4-12-912 bbox=[86, 71, 187, 96]
article-body: de cabeça, por vezes, e deu-se uma pequena discussão, mas que depressa se dissipou com a intervenção dos presentes; o ilustre orador prosseguiu demonstrando as vantagens da nova organização, que tantos beneficios virá trazer ao país e ás suas colónias, e foi muito aplaudido no fim. bbox=[693, 1927, 864, 2026]
article-body: de cabeça, por vezes, e deu-se uma pequena discussão, mas que depressa se dissipou com a intervenção dos presentes; o ilustre orador prosseguiu demonstrando as vantagens da nova organização, que tantos beneficios virá trazer ao país e ás suas colónias, e foi muito aplaudido no fim. bbox=[86, 1112, 326, 1189]
article-body: de cabeça, por vezes, e deu-se uma pequena discussão, mas que depressa se dissipou com a intervenção dos presentes; o ilustre orador prosseguiu demonstrando as vantagens da nova organização, que tantos beneficios virá trazer ao país e ás suas colónias, e foi muito aplaudido no fim. bbox=[86, 2072, 326, 2150]
article-body: de cabeça, por vezes, e deu-se uma pequena discussão, mas que depressa se dissipou com a intervenção dos presentes; o ilustre orador prosseguiu demonstrando as vantagens da nova organização, que tantos beneficios virá trazer ao país e ás suas colónias, e foi muito aplaudido no fim. bbox=[1055, 1598, 1245, 1686]
ad-line: Aberto das 7 ás 15 horas bbox=[1071, 1463, 1229, 1478]
article-body: de cabeça, por vezes, e deu-se uma pequena discussão, mas que depressa se dissipou com a intervenção dos presentes; o ilustre orador prosseguiu demonstrando as vantagens da nova organização, que tantos beneficios virá trazer ao país e ás suas colónias, e foi muito aplaudido no fim. bbox=[1252, 1733, 1441, 1821]
article-body: de cabeça, por vezes, e deu-se uma pequena discussão, mas que depressa se dissipou com a intervenção dos presentes; o ilustre orador prosseguiu demonstrando as vantagens da nova organização, que tantos beneficios virá trazer ao país e ás suas colónias, e foi muito aplaudido no fim. bbox=[870, 1812, 1041, 1911]
instrucao-columns bbox=[341, 2076, 679, 2180]
barometer-hub bbox=[1516, 1713, 1531, 1728]
article-body: de cabeça, por vezes, e deu-se uma pequena discussão, mas que depressa se dissipou com a intervenção dos presentes; o ilustre orador prosseguiu demonstrando as vantagens da nova organização, que tantos beneficios virá trazer ao país e ás suas colónias, e foi muito aplaudido no fim. bbox=[86, 647, 326, 724]
article-body: de cabeça, por vezes, e deu-se uma pequena discussão, mas que depressa se dissipou com a intervenção dos presentes; o ilustre orador prosseguiu demonstrando as vantagens da nova organização, que tantos beneficios virá trazer ao país e ás suas colónias, e foi muito aplaudido no fim. bbox=[1455, 684, 1591, 763]
column-3 bbox=[693, 102, 1041, 2152]
article-body: de cabeça, por vezes, e deu-se uma pequena discussão, mas que depressa se dissipou com a intervenção dos presentes; o ilustre orador prosseguiu demonstrando as vantagens da nova organização, que tantos beneficios virá trazer ao país e ás suas colónias, e foi muito aplaudido no fim. bbox=[1252, 1827, 1441, 1915]
article-body: de cabeça, por vezes, e deu-se uma pequena discussão, mas que depressa se dissipou com a intervenção dos presentes; o ilustre orador prosseguiu demonstrando as vantagens da nova organização, que tantos beneficios virá trazer ao país e ás suas colónias, e foi muito aplaudido no fim. bbox=[1055, 1691, 1245, 1779]
article-body: de cabeça, por vezes, e deu-se uma pequena discussão, mas que depressa se dissipou com a intervenção dos presentes; o ilustre orador prosseguiu demonstrando as vantagens da nova organização, que tantos beneficios virá trazer ao país e ás suas colónias, e foi muito aplaudido no fim. bbox=[1055, 1028, 1245, 1116]
column-divider bbox=[1448, 100, 1450, 2149]
article-body: de cabeça, por vezes, e deu-se uma pequena discussão, mas que depressa se dissipou com a intervenção dos presentes; o ilustre orador prosseguiu demonstrando as vantagens da nova organização, que tantos beneficios virá trazer ao país e ás suas colónias, e foi muito aplaudido no fim. bbox=[86, 401, 326, 478]
body-column bbox=[870, 1311, 1041, 1624]
article-body: de cabeça, por vezes, e deu-se uma pequena discussão, mas que depressa se dissipou com a intervenção dos presentes; o ilustre orador prosseguiu demonstrando as vantagens da nova organização, que tantos beneficios virá trazer ao país e ás suas colónias, e foi muito aplaudido no fim. bbox=[86, 2154, 326, 2232]
column-divider bbox=[333, 100, 335, 2149]
section-headline: "Sports e Sportsmen" bbox=[91, 903, 322, 925]
article-body: de cabeça, por vezes, e deu-se uma pequena discussão, mas que depressa se dissipou com a intervenção dos presentes; o ilustre orador prosseguiu demonstrando as vantagens da nova organização, que tantos beneficios virá trazer ao país e ás suas colónias, e foi muito aplaudido no fim. bbox=[1455, 1080, 1591, 1158]
article-body: de cabeça, por vezes, e deu-se uma pequena discussão, mas que depressa se dissipou com a intervenção dos presentes; o ilustre orador prosseguiu demonstrando as vantagens da nova organização, que tantos beneficios virá trazer ao país e ás suas colónias, e foi muito aplaudido no fim. bbox=[1055, 1307, 1245, 1395]
kicker: CONGRESSO NACIONAL bbox=[1116, 102, 1380, 126]
divider bbox=[1455, 1035, 1591, 1036]
